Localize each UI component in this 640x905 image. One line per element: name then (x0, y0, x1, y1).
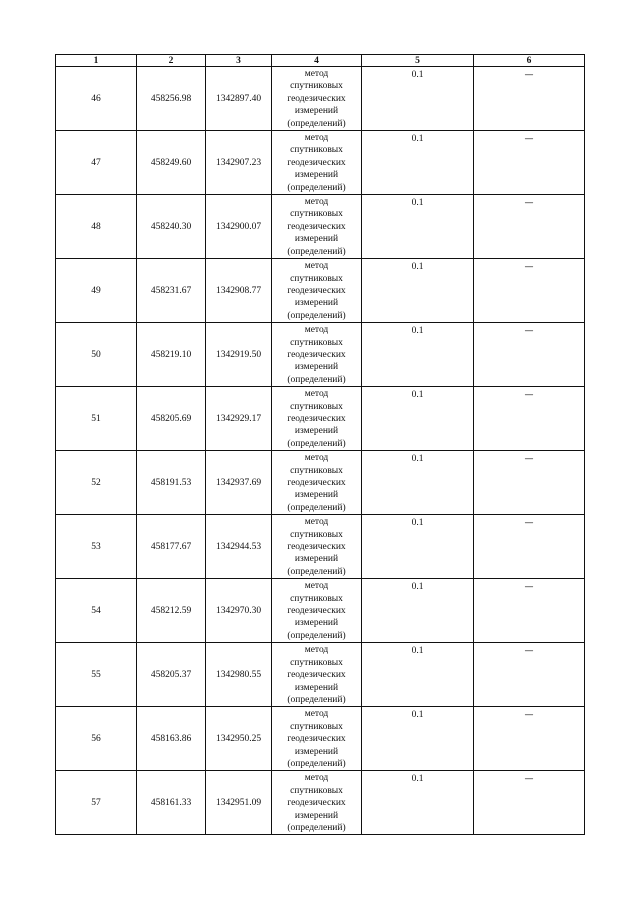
x-coordinate-cell: 458212.59 (137, 579, 206, 643)
method-text (272, 68, 361, 130)
x-coordinate-cell: 458231.67 (137, 259, 206, 323)
method-line: спутниковых (290, 785, 343, 796)
method-line: метод (304, 197, 329, 208)
method-line: спутниковых (290, 401, 343, 412)
method-line: геодезических (287, 157, 346, 168)
method-line: геодезических (287, 606, 346, 617)
method-text (272, 324, 361, 386)
method-line: метод (304, 261, 329, 272)
method-line: геодезических (287, 93, 346, 104)
method-line: спутниковых (290, 657, 343, 668)
table-row (56, 451, 585, 515)
method-line: геодезических (287, 221, 346, 232)
accuracy-cell: 0.1 (362, 707, 474, 771)
description-cell: — (474, 259, 585, 323)
method-line: геодезических (287, 542, 346, 553)
method-line: геодезических (287, 798, 346, 809)
method-line: измерений (294, 810, 339, 821)
accuracy-cell: 0.1 (362, 195, 474, 259)
table-row (56, 515, 585, 579)
table-header-row (56, 55, 585, 67)
method-cell (272, 323, 362, 387)
x-coordinate-cell: 458205.69 (137, 387, 206, 451)
method-cell (272, 643, 362, 707)
description-cell: — (474, 195, 585, 259)
method-line: метод (304, 773, 329, 784)
method-cell (272, 451, 362, 515)
method-cell (272, 131, 362, 195)
point-number-cell: 56 (56, 707, 137, 771)
description-cell: — (474, 579, 585, 643)
accuracy-cell: 0.1 (362, 771, 474, 835)
description-cell: — (474, 131, 585, 195)
x-coordinate-cell: 458256.98 (137, 67, 206, 131)
description-cell: — (474, 67, 585, 131)
description-cell: — (474, 771, 585, 835)
accuracy-cell: 0.1 (362, 643, 474, 707)
method-line: (определений) (287, 118, 346, 129)
method-text (272, 452, 361, 514)
point-number-cell: 50 (56, 323, 137, 387)
method-line: метод (304, 581, 329, 592)
method-line: (определений) (287, 374, 346, 385)
method-line: измерений (294, 298, 339, 309)
method-cell (272, 771, 362, 835)
method-line: спутниковых (290, 337, 343, 348)
method-line: геодезических (287, 285, 346, 296)
table-row (56, 131, 585, 195)
table-row (56, 259, 585, 323)
accuracy-cell: 0.1 (362, 515, 474, 579)
method-line: спутниковых (290, 209, 343, 220)
table-row (56, 387, 585, 451)
method-line: (определений) (287, 566, 346, 577)
method-line: спутниковых (290, 593, 343, 604)
method-line: (определений) (287, 246, 346, 257)
point-number-cell: 54 (56, 579, 137, 643)
table-row (56, 579, 585, 643)
accuracy-cell: 0.1 (362, 67, 474, 131)
x-coordinate-cell: 458205.37 (137, 643, 206, 707)
x-coordinate-cell: 458161.33 (137, 771, 206, 835)
method-cell (272, 515, 362, 579)
method-line: (определений) (287, 694, 346, 705)
method-line: (определений) (287, 822, 346, 833)
method-line: (определений) (287, 758, 346, 769)
point-number-cell: 53 (56, 515, 137, 579)
column-header: 1 (56, 55, 137, 67)
method-line: геодезических (287, 349, 346, 360)
method-line: метод (304, 709, 329, 720)
accuracy-cell: 0.1 (362, 131, 474, 195)
column-header: 6 (474, 55, 585, 67)
method-line: геодезических (287, 670, 346, 681)
method-text (272, 580, 361, 642)
method-line: измерений (294, 682, 339, 693)
accuracy-cell: 0.1 (362, 451, 474, 515)
method-line: метод (304, 325, 329, 336)
method-text (272, 516, 361, 578)
description-cell: — (474, 387, 585, 451)
method-line: измерений (294, 490, 339, 501)
point-number-cell: 47 (56, 131, 137, 195)
method-text (272, 388, 361, 450)
method-text (272, 644, 361, 706)
method-line: (определений) (287, 438, 346, 449)
column-header: 4 (272, 55, 362, 67)
method-text (272, 772, 361, 834)
method-text (272, 196, 361, 258)
method-cell (272, 387, 362, 451)
column-header: 3 (206, 55, 272, 67)
y-coordinate-cell: 1342908.77 (206, 259, 272, 323)
description-cell: — (474, 707, 585, 771)
method-line: спутниковых (290, 145, 343, 156)
table-row (56, 771, 585, 835)
y-coordinate-cell: 1342944.53 (206, 515, 272, 579)
method-line: спутниковых (290, 529, 343, 540)
y-coordinate-cell: 1342950.25 (206, 707, 272, 771)
point-number-cell: 46 (56, 67, 137, 131)
column-header: 5 (362, 55, 474, 67)
table-row (56, 67, 585, 131)
method-line: геодезических (287, 478, 346, 488)
x-coordinate-cell: 458219.10 (137, 323, 206, 387)
method-line: геодезических (287, 413, 346, 424)
description-cell: — (474, 515, 585, 579)
y-coordinate-cell: 1342951.09 (206, 771, 272, 835)
method-line: метод (304, 645, 329, 656)
method-line: измерений (294, 618, 339, 629)
method-cell (272, 707, 362, 771)
y-coordinate-cell: 1342980.55 (206, 643, 272, 707)
method-line: спутниковых (290, 81, 343, 92)
accuracy-cell: 0.1 (362, 323, 474, 387)
method-cell (272, 67, 362, 131)
point-number-cell: 57 (56, 771, 137, 835)
y-coordinate-cell: 1342970.30 (206, 579, 272, 643)
x-coordinate-cell: 458177.67 (137, 515, 206, 579)
table-body (56, 67, 585, 835)
method-line: метод (304, 133, 329, 144)
method-cell (272, 195, 362, 259)
table-row (56, 195, 585, 259)
accuracy-cell: 0.1 (362, 387, 474, 451)
y-coordinate-cell: 1342907.23 (206, 131, 272, 195)
description-cell: — (474, 451, 585, 515)
table-row (56, 707, 585, 771)
method-text (272, 132, 361, 194)
method-line: спутниковых (290, 273, 343, 284)
accuracy-cell: 0.1 (362, 579, 474, 643)
coordinates-table (55, 54, 585, 835)
x-coordinate-cell: 458191.53 (137, 451, 206, 515)
method-line: измерений (294, 234, 339, 245)
method-line: спутниковых (290, 465, 343, 476)
method-line: измерений (294, 554, 339, 565)
method-line: метод (304, 517, 329, 528)
point-number-cell: 51 (56, 387, 137, 451)
y-coordinate-cell: 1342929.17 (206, 387, 272, 451)
method-line: метод (304, 389, 329, 400)
description-cell: — (474, 323, 585, 387)
method-line: (определений) (287, 310, 346, 321)
x-coordinate-cell: 458249.60 (137, 131, 206, 195)
point-number-cell: 52 (56, 451, 137, 515)
accuracy-cell: 0.1 (362, 259, 474, 323)
y-coordinate-cell: 1342897.40 (206, 67, 272, 131)
y-coordinate-cell: 1342900.07 (206, 195, 272, 259)
y-coordinate-cell: 1342919.50 (206, 323, 272, 387)
method-line: метод (304, 453, 329, 464)
method-line: измерений (294, 106, 339, 117)
point-number-cell: 48 (56, 195, 137, 259)
method-line: метод (304, 69, 329, 79)
method-text (272, 260, 361, 322)
method-line: (определений) (287, 502, 346, 513)
x-coordinate-cell: 458240.30 (137, 195, 206, 259)
method-cell (272, 259, 362, 323)
x-coordinate-cell: 458163.86 (137, 707, 206, 771)
method-line: (определений) (287, 182, 346, 193)
table-row (56, 323, 585, 387)
method-line: спутниковых (290, 721, 343, 732)
method-line: измерений (294, 746, 339, 757)
description-cell: — (474, 643, 585, 707)
method-line: (определений) (287, 630, 346, 641)
point-number-cell: 55 (56, 643, 137, 707)
method-line: измерений (294, 362, 339, 373)
column-header: 2 (137, 55, 206, 67)
table-row (56, 643, 585, 707)
method-text (272, 708, 361, 770)
method-line: геодезических (287, 734, 346, 745)
method-line: измерений (294, 170, 339, 181)
point-number-cell: 49 (56, 259, 137, 323)
y-coordinate-cell: 1342937.69 (206, 451, 272, 515)
method-cell (272, 579, 362, 643)
method-line: измерений (294, 426, 339, 437)
